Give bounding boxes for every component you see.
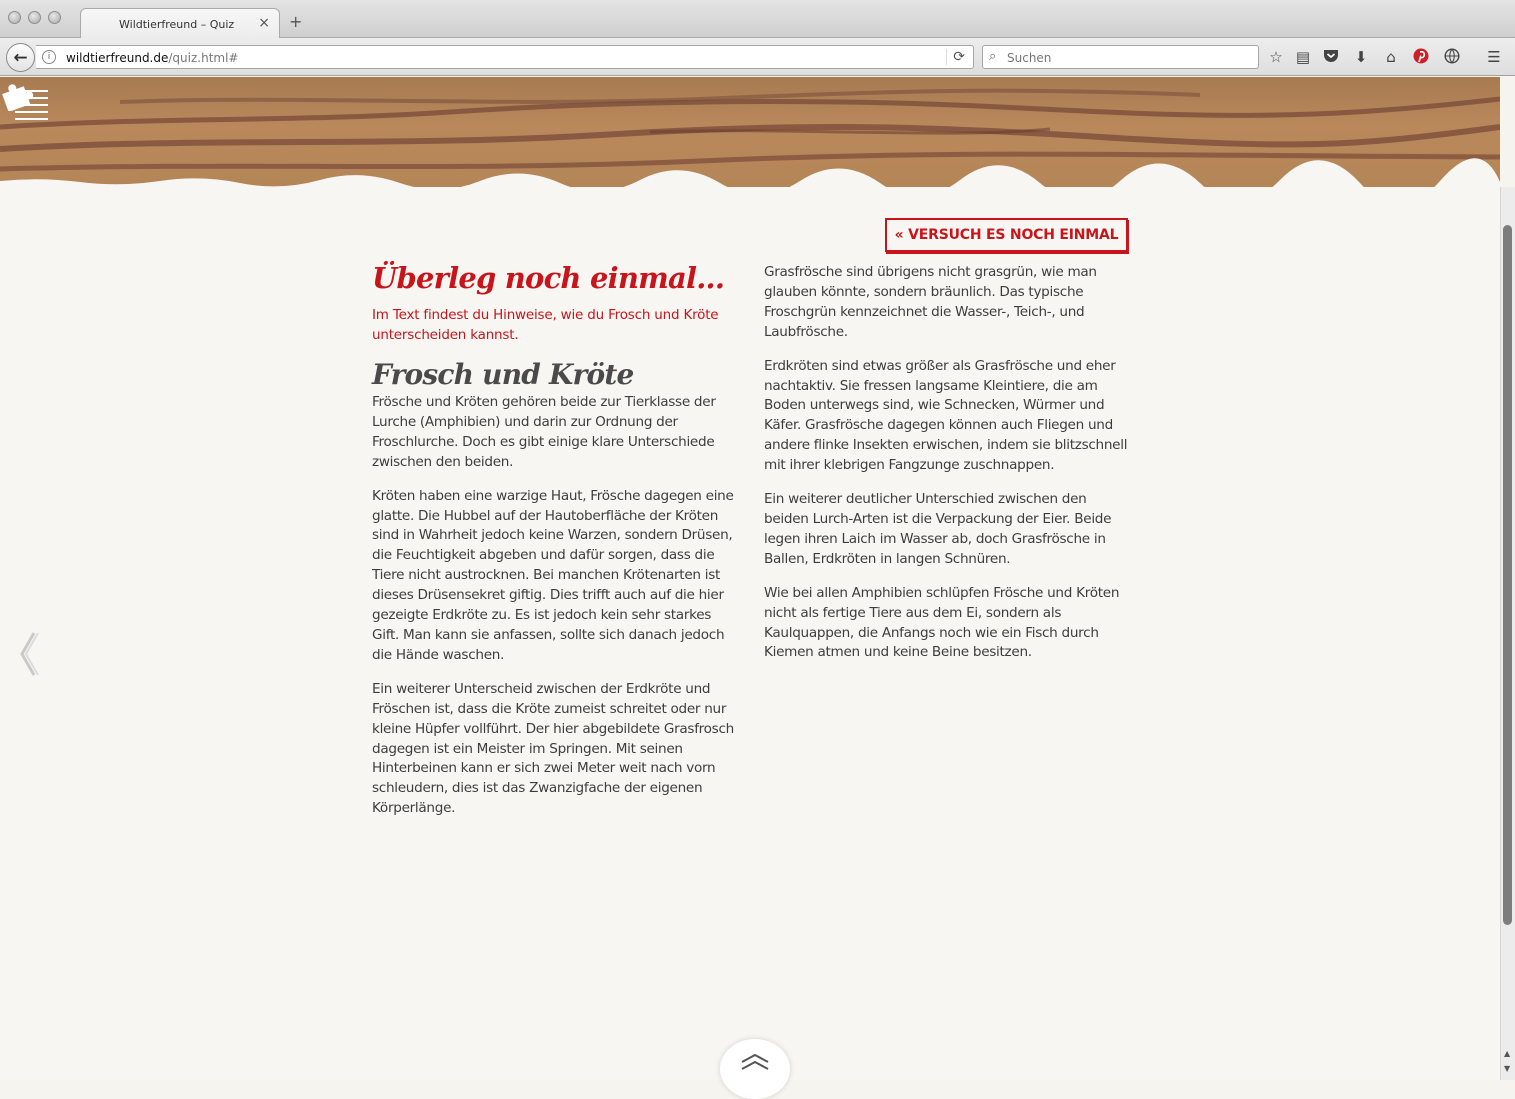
- puzzle-icon[interactable]: [0, 77, 34, 111]
- pinterest-icon[interactable]: [1411, 48, 1431, 68]
- left-column: [372, 260, 740, 833]
- url-text[interactable]: [66, 51, 238, 65]
- back-arrow-icon: ←: [13, 47, 28, 68]
- wood-texture: [0, 77, 1500, 187]
- address-bar[interactable]: [36, 45, 974, 69]
- search-input[interactable]: [982, 45, 1259, 69]
- pocket-icon[interactable]: [1321, 48, 1341, 67]
- browser-nav-bar: [0, 38, 1515, 76]
- back-button[interactable]: [6, 43, 35, 72]
- search-icon: ⌕: [989, 49, 997, 64]
- window-close-button[interactable]: [8, 11, 21, 24]
- page-scrollbar[interactable]: [1500, 187, 1515, 1080]
- article-paragraph: Frösche und Kröten gehören beide zur Tierklasse der Lurche (Amphibien) und darin zur Ordnung der Froschlurche. Doch es gibt einige klare Unterschiede zwischen den beiden.: [372, 394, 716, 470]
- article-title: Frosch und Kröte: [372, 358, 634, 391]
- url-domain: wildtierfreund.de: [66, 51, 169, 65]
- page-header: [0, 77, 1500, 187]
- scrollbar-thumb[interactable]: [1503, 225, 1512, 925]
- previous-arrow-icon[interactable]: [14, 629, 42, 679]
- url-path: /quiz.html#: [168, 51, 239, 65]
- right-column: [764, 263, 1132, 677]
- scroll-up-arrow-icon[interactable]: ▲: [1504, 1049, 1511, 1058]
- scroll-top-button[interactable]: [720, 1039, 790, 1099]
- home-icon[interactable]: ⌂: [1386, 48, 1396, 66]
- scroll-down-arrow-icon[interactable]: ▼: [1504, 1064, 1511, 1073]
- tab-title: Wildtierfreund – Quiz: [119, 18, 235, 31]
- reload-icon[interactable]: ⟳: [946, 49, 965, 65]
- browser-tab-active[interactable]: [80, 8, 280, 39]
- article-paragraph: Kröten haben eine warzige Haut, Frösche dagegen eine glatte. Die Hubbel auf der Hautoberfläche der Kröten sind in Wahrheit jedoch keine Warzen, sondern Drüsen, die Feuchtigkeit abgeben und dafür sorgen, dass die Tiere nicht austrocknen. Bei manchen Krötenarten ist dieses Drüsensekret giftig. Dies trifft auch auf die hier gezeigte Erdkröte zu. Es ist jedoch kein sehr starkes Gift. Man kann sie anfassen, sollte sich danach jedoch die Hände waschen.: [372, 487, 734, 663]
- article-paragraph: Ein weiterer Unterscheid zwischen der Erdkröte und Fröschen ist, dass die Kröte zumeist schreitet oder nur kleine Hüpfer vollführt. Der hier abgebildete Grasfrosch dagegen ist ein Meister im Springen. Mit seinen Hinterbeinen kann er sich zwei Meter weit nach vorn schleudern, dies ist das Zwanzigfache der eigenen Körperlänge.: [372, 680, 734, 817]
- reading-list-icon[interactable]: ▤: [1295, 48, 1311, 66]
- new-tab-button[interactable]: +: [289, 12, 303, 31]
- article-paragraph: Ein weiterer deutlicher Unterschied zwischen den beiden Lurch-Arten ist die Verpackung der Eier. Beide legen ihren Laich im Wasser ab, doch Grasfrösche in Ballen, Erdkröten in langen Schnüren.: [764, 491, 1112, 567]
- window-minimize-button[interactable]: [28, 11, 41, 24]
- info-icon[interactable]: i: [42, 50, 56, 64]
- bookmark-star-icon[interactable]: ☆: [1269, 48, 1283, 66]
- scroll-top-icon: [739, 1053, 771, 1073]
- page-content: [0, 187, 1500, 1080]
- tab-close-icon[interactable]: ×: [258, 15, 270, 31]
- search-placeholder: Suchen: [1007, 51, 1052, 65]
- download-icon[interactable]: ⬇: [1354, 48, 1368, 66]
- window-zoom-button[interactable]: [48, 11, 61, 24]
- article-paragraph: Wie bei allen Amphibien schlüpfen Frösche und Kröten nicht als fertige Tiere aus dem Ei, sondern als Kaulquappen, die Anfangs noch wie ein Fisch durch Kiemen atmen und keine Beine besitzen.: [764, 584, 1120, 661]
- globe-icon[interactable]: [1442, 48, 1462, 68]
- article-paragraph: Erdkröten sind etwas größer als Grasfrösche und eher nachtaktiv. Sie fressen langsame Kleintiere, die am Boden unterwegs sind, wie Schnecken, Würmer und Käfer. Grasfrösche dagegen können auch Fliegen und andere flinke Insekten erwischen, indem sie blitzschnell mit ihrer klebrigen Fangzunge zuschnappen.: [764, 357, 1128, 474]
- menu-icon[interactable]: ☰: [1487, 48, 1501, 66]
- quiz-hint: Im Text findest du Hinweise, wie du Frosch und Kröte unterscheiden kannst.: [372, 307, 719, 343]
- article-paragraph: Grasfrösche sind übrigens nicht grasgrün, wie man glauben könnte, sondern bräunlich. Das typische Froschgrün kennzeichnet die Wasser-, Teich-, und Laubfrösche.: [764, 264, 1097, 340]
- browser-tab-bar: [0, 0, 1515, 38]
- retry-button[interactable]: « VERSUCH ES NOCH EINMAL: [885, 218, 1128, 252]
- quiz-title: Überleg noch einmal...: [372, 261, 725, 295]
